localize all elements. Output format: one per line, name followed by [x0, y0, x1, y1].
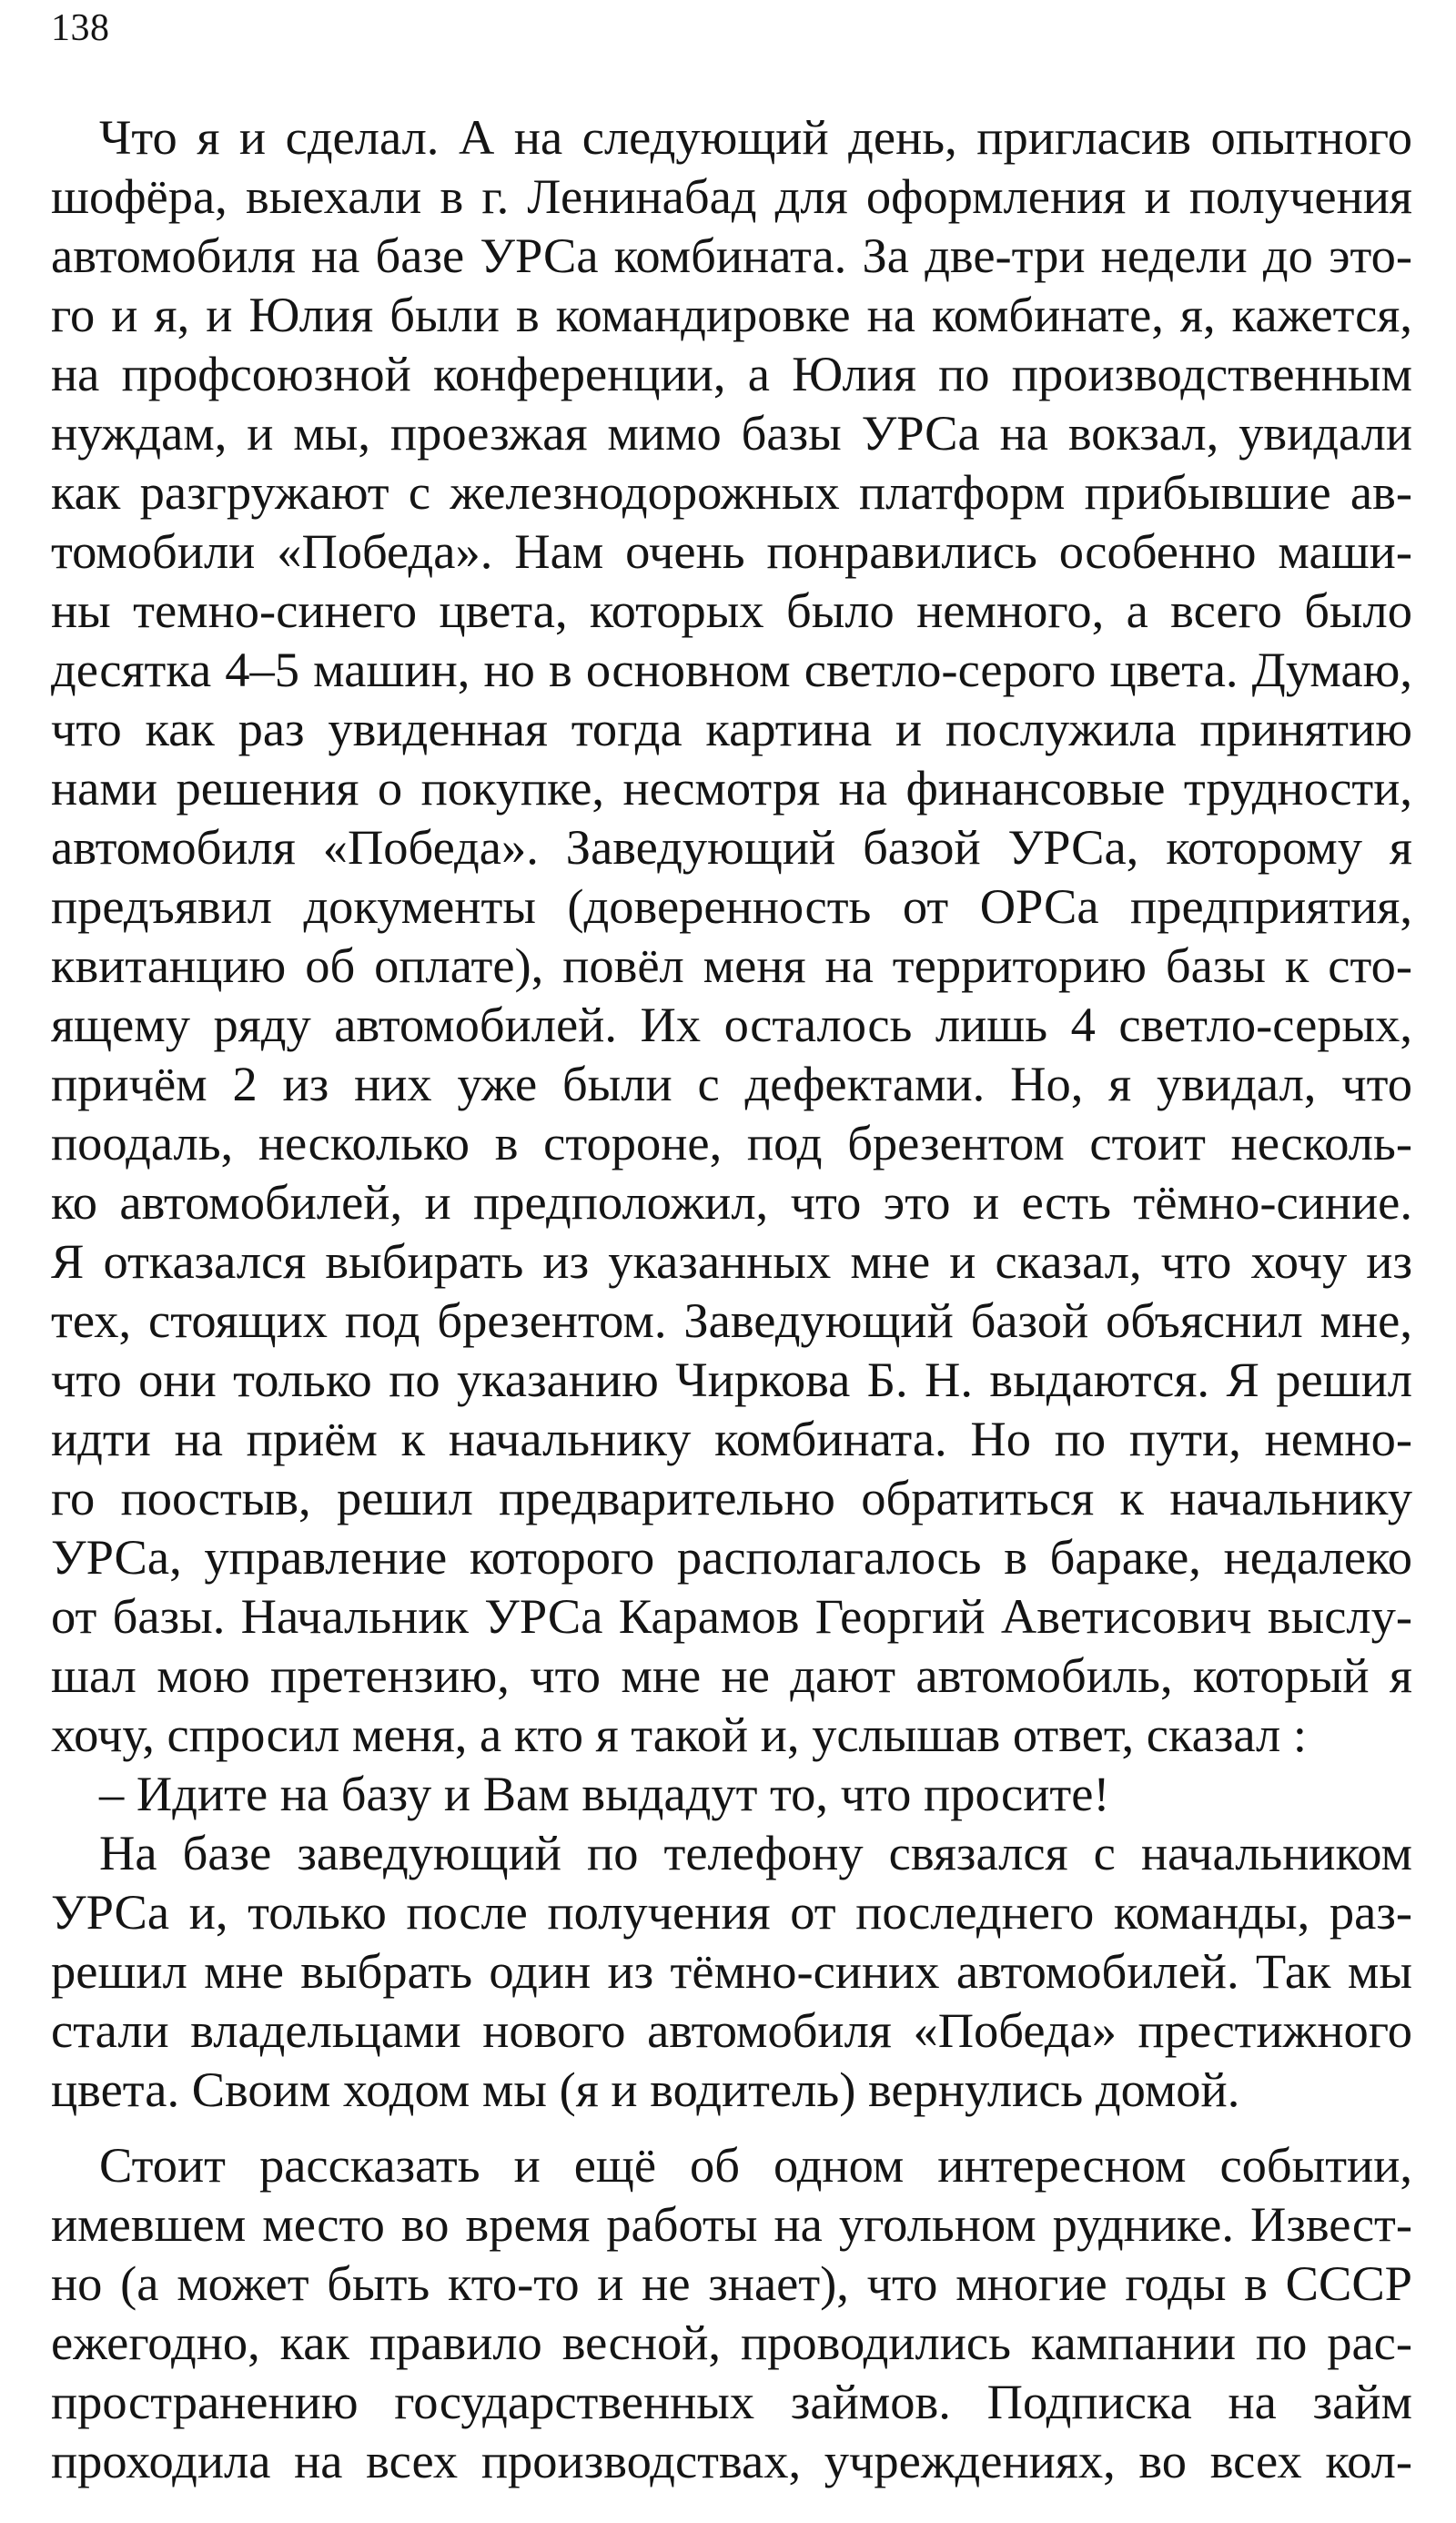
text-line: на профсоюзной конференции, а Юлия по производственным [51, 346, 1412, 401]
text-line: – Идите на базу и Вам выдадут то, что просите! [99, 1766, 1110, 1821]
text-line: На базе заведующий по телефону связался с начальником [99, 1825, 1412, 1880]
text-line: томобили «Победа». Нам очень понравились особенно маши- [51, 523, 1412, 579]
text-line: Что я и сделал. А на следующий день, пригласив опытного [99, 109, 1412, 165]
text-line: стали владельцами нового автомобиля «Победа» престижного [51, 2002, 1412, 2058]
text-line: причём 2 из них уже были с дефектами. Но, я увидал, что [51, 1056, 1412, 1111]
text-line: УРСа, управление которого располагалось в бараке, недалеко [51, 1529, 1412, 1585]
text-line: Стоит рассказать и ещё об одном интересном событии, [99, 2137, 1412, 2193]
text-line: автомобиля «Победа». Заведующий базой УРСа, которому я [51, 819, 1412, 875]
text-line: имевшем место во время работы на угольном руднике. Извест- [51, 2196, 1412, 2252]
text-line: нами решения о покупке, несмотря на финансовые трудности, [51, 760, 1412, 816]
text-line: идти на приём к начальнику комбината. Но по пути, немно- [51, 1411, 1412, 1466]
text-line: проходила на всех производствах, учреждениях, во всех кол- [51, 2433, 1412, 2488]
text-line: ящему ряду автомобилей. Их осталось лишь 4 светло-серых, [51, 997, 1412, 1052]
text-line: предъявил документы (доверенность от ОРСа предприятия, [51, 878, 1412, 934]
text-line: ко автомобилей, и предположил, что это и есть тёмно-синие. [51, 1174, 1412, 1230]
text-line: го поостыв, решил предварительно обратиться к начальнику [51, 1470, 1412, 1525]
text-line: шал мою претензию, что мне не дают автомобиль, который я [51, 1647, 1412, 1703]
text-line: но (а может быть кто-то и не знает), что многие годы в СССР [51, 2255, 1412, 2311]
text-line: цвета. Своим ходом мы (я и водитель) вернулись домой. [51, 2062, 1240, 2117]
text-line: ны темно-синего цвета, которых было немного, а всего было [51, 583, 1412, 638]
text-line: от базы. Начальник УРСа Карамов Георгий Аветисович выслу- [51, 1588, 1412, 1644]
text-line: Я отказался выбирать из указанных мне и сказал, что хочу из [51, 1233, 1412, 1289]
body-text [51, 107, 1412, 2490]
text-line: автомобиля на базе УРСа комбината. За две-три недели до это- [51, 228, 1412, 283]
text-line: тех, стоящих под брезентом. Заведующий базой объяснил мне, [51, 1292, 1412, 1348]
text-line: решил мне выбрать один из тёмно-синих автомобилей. Так мы [51, 1943, 1412, 1999]
text-line: как разгружают с железнодорожных платформ прибывшие ав- [51, 464, 1412, 520]
text-line: десятка 4–5 машин, но в основном светло-серого цвета. Думаю, [51, 642, 1412, 697]
text-line: го и я, и Юлия были в командировке на комбинате, я, кажется, [51, 287, 1412, 342]
page-number: 138 [51, 7, 110, 49]
text-line: что они только по указанию Чиркова Б. Н. выдаются. Я решил [51, 1352, 1412, 1407]
text-line: шофёра, выехали в г. Ленинабад для оформления и получения [51, 168, 1412, 224]
text-line: квитанцию об оплате), повёл меня на территорию базы к сто- [51, 937, 1412, 993]
text-line: УРСа и, только после получения от последнего команды, раз- [51, 1884, 1412, 1940]
text-line: что как раз увиденная тогда картина и послужила принятию [51, 701, 1412, 756]
text-line: хочу, спросил меня, а кто я такой и, услышав ответ, сказал : [51, 1707, 1307, 1762]
text-line: нуждам, и мы, проезжая мимо базы УРСа на вокзал, увидали [51, 405, 1412, 461]
text-line: пространению государственных займов. Подписка на займ [51, 2374, 1412, 2429]
text-line: ежегодно, как правило весной, проводились кампании по рас- [51, 2315, 1412, 2370]
text-line: поодаль, несколько в стороне, под брезентом стоит несколь- [51, 1115, 1412, 1170]
